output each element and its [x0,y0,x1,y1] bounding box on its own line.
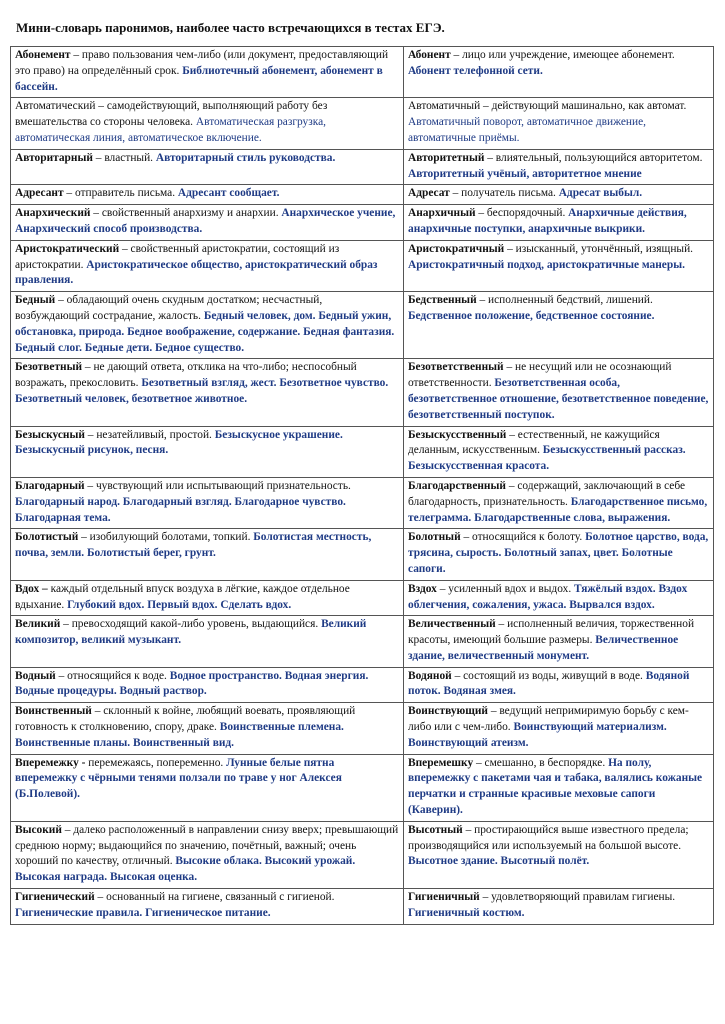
headword: Благодарственный [408,479,506,492]
definition: – свойственный аристократии, состоящий из аристократии. [15,242,340,271]
example: Болотное царство, вода, трясина, сырость. Болотный запах, цвет. Болотные сапоги. [408,531,709,575]
paronym-cell-left [11,580,404,616]
paronym-cell-right [404,703,714,754]
headword: Великий [15,618,61,631]
definition: – влиятельный, пользующийся авторитетом. [484,151,703,164]
headword: Вдох – [15,582,48,595]
definition: – чувствующий или испытывающий признательность. [84,479,351,492]
paronym-cell-left [11,47,404,98]
definition: – самодействующий, выполняющий работу без вмешательства со стороны человека. [15,100,328,129]
table-row [11,477,714,528]
headword: Анархический [15,207,91,220]
headword: Авторитарный [15,151,93,164]
headword: Безответственный [408,361,504,374]
example: Величественное здание, величественный монумент. [408,634,679,662]
headword: Бедственный [408,294,477,307]
table-row [11,529,714,580]
headword: Абонент [408,49,451,61]
headword: Бедный [15,294,56,307]
headword: Воинственный [15,705,92,718]
paronym-cell-right [404,580,714,616]
definition: – простирающийся выше известного предела; производящийся или используемый на большой высоте. [408,823,689,852]
example: Анархичные действия, анархичные поступки, анархичные выкрики. [408,207,687,235]
example: Безыскусственный рассказ. Безыскусственная красота. [408,444,686,473]
example: Адресат выбыл. [558,187,643,200]
paronym-cell-left [11,98,404,149]
paronym-cell-left [11,426,404,477]
definition: – властный. [92,151,156,164]
headword: Водяной [408,669,452,682]
definition: – удовлетворяющий правилам гигиены. [479,891,676,904]
table-row [11,98,714,149]
headword: Безыскусственный [408,428,507,441]
example: Безответный взгляд, жест. Безответное чувство. Безответный человек, безответное животное. [15,377,389,405]
paronym-cell-left [11,667,404,703]
example: Авторитарный стиль руководства. [155,151,336,164]
headword: Автоматический [15,100,96,113]
definition: – далеко расположенный в направлении снизу вверх; превышающий среднюю норму; выдающийся по значению, почётный, важный; очень хороший по качеству, отличный. [15,823,399,868]
page-title: Мини-словарь паронимов, наиболее часто встречающихся в тестах ЕГЭ. [16,20,445,35]
headword: Аристократический [15,242,120,255]
definition: – обладающий очень скудным достатком; несчастный, возбуждающий сострадание, жалость. [15,294,323,322]
definition: – действующий машинально, как автомат. [480,100,687,113]
paronym-table [10,46,714,925]
example: Бедный человек, дом. Бедный ужин, обстановка, природа. Бедное воображение, содержание. Бедная фантазия. Бедный слог. Бедные дети. Бедное существо. [15,309,395,354]
paronym-cell-right [404,477,714,528]
example: Воинствующий материализм. Воинствующий атеизм. [408,721,667,749]
example: Водяной поток. Водяная змея. [408,669,690,698]
example: Воинственные племена. Воинственные планы. Воинственный вид. [15,721,344,749]
definition: – ведущий непримиримую борьбу с кем-либо или с чем-либо. [408,705,689,734]
table-row [11,754,714,821]
headword: Воинствующий [408,705,488,718]
definition: – состоящий из воды, живущий в воде. [451,669,646,682]
example: Великий композитор, великий музыкант. [15,618,367,647]
definition: – лицо или учреждение, имеющее абонемент. [450,49,675,61]
paronym-cell-right [404,889,714,925]
table-row [11,889,714,925]
definition: – относящийся к болоту. [460,531,586,544]
definition: – превосходящий какой-либо уровень, выдающийся. [60,618,322,631]
definition: – свойственный анархизму и анархии. [90,207,282,220]
definition: перемежаясь, попеременно. [85,756,227,769]
definition: – относящийся к воде. [55,669,170,682]
example: Абонент телефонной сети. [408,64,543,77]
headword: Болотный [408,531,461,544]
example: Благодарный народ. Благодарный взгляд. Благодарное чувство. Благодарная тема. [15,495,346,524]
paronym-cell-right [404,426,714,477]
table-row [11,667,714,703]
paronym-table-body [11,47,714,925]
example: Глубокий вдох. Первый вдох. Сделать вдох. [67,598,292,611]
paronym-cell-right [404,667,714,703]
headword: Анархичный [408,207,476,220]
example: Аристократичный подход, аристократичные манеры. [408,258,685,271]
definition: – незатейливый, простой. [84,428,215,441]
table-row [11,426,714,477]
paronym-cell-right [404,821,714,888]
headword: Адресант [15,187,64,200]
table-row [11,703,714,754]
table-row [11,240,714,291]
paronym-cell-right [404,754,714,821]
paronym-cell-left [11,149,404,185]
paronym-cell-right [404,529,714,580]
paronym-cell-right [404,98,714,149]
headword: Автоматичный [408,100,481,113]
paronym-cell-left [11,477,404,528]
paronym-cell-left [11,529,404,580]
example: Гигиеничный костюм. [408,906,525,919]
headword: Высокий [15,823,62,836]
paronym-cell-right [404,205,714,241]
example: Благодарственное письмо, телеграмма. Благодарственные слова, выражения. [408,495,708,524]
headword: Вздох [408,582,437,595]
example: Болотистая местность, почва, земли. Болотистый берег, грунт. [15,531,372,560]
example: Аристократическое общество, аристократический образ правления. [15,258,378,287]
definition: – смешанно, в беспорядке. [473,756,609,769]
headword: Безответный [15,361,83,374]
definition: – получатель письма. [449,187,559,200]
definition: – исполненный бедствий, лишений. [476,294,653,307]
example: Безответственная особа, безответственное отношение, безответственное поведение, безответственный поступок. [408,377,709,421]
headword: Вперемежку - [15,756,86,769]
paronym-cell-left [11,754,404,821]
paronym-cell-right [404,185,714,205]
table-row [11,205,714,241]
paronym-cell-left [11,359,404,426]
definition: – исполненный величия, торжественной красоты, имеющий большие размеры. [408,618,695,647]
headword: Водный [15,669,56,682]
example: Тяжёлый вздох. Вздох облегчения, сожаления, ужаса. Вырвался вздох. [408,582,688,611]
headword: Гигиенический [15,891,95,904]
headword: Болотистый [15,531,79,544]
paronym-cell-left [11,240,404,291]
table-row [11,580,714,616]
example: Безыскусное украшение. Безыскусный рисунок, песня. [15,428,343,457]
definition: – право пользования чем-либо (или документ, предоставляющий это право) на определённый срок. [15,49,389,77]
table-row [11,616,714,667]
paronym-cell-left [11,205,404,241]
table-row [11,292,714,359]
example: Анархическое учение, Анархический способ производства. [15,207,396,235]
paronym-cell-right [404,240,714,291]
example: Высотное здание. Высотный полёт. [408,855,590,868]
example: Лунные белые пятна вперемежку с чёрными тенями ползали по траве у ног Алексея (Б.Полевой). [15,756,342,801]
headword: Высотный [408,823,463,836]
headword: Безыскусный [15,428,85,441]
definition: – отправитель письма. [63,187,178,200]
paronym-cell-right [404,149,714,185]
paronym-cell-left [11,821,404,888]
headword: Гигиеничный [408,891,480,904]
table-row [11,185,714,205]
example: Автоматическая разгрузка, автоматическая линия, автоматическое включение. [15,116,327,144]
headword: Величественный [408,618,496,631]
paronym-cell-left [11,616,404,667]
definition: – изобилующий болотами, топкий. [78,531,254,544]
example: Гигиенические правила. Гигиеническое питание. [15,906,271,919]
definition: каждый отдельный впуск воздуха в лёгкие, каждое отдельное вдыхание. [15,582,350,611]
table-row [11,149,714,185]
paronym-cell-left [11,703,404,754]
headword: Вперемешку [408,756,474,769]
example: Бедственное положение, бедственное состояние. [408,309,655,322]
definition: – не дающий ответа, отклика на что-либо; неспособный возражать, прекословить. [15,361,357,390]
example: Автоматичный поворот, автоматичное движение, автоматичные приёмы. [408,116,646,144]
paronym-cell-right [404,359,714,426]
example: Адресант сообщает. [177,187,280,200]
definition: – не несущий или не осознающий ответственности. [408,361,672,390]
paronym-cell-left [11,292,404,359]
table-row [11,359,714,426]
example: Высокие облака. Высокий урожай. Высокая награда. Высокая оценка. [15,855,356,884]
definition: – усиленный вдох и выдох. [436,582,575,595]
definition: – естественный, не кажущийся деланным, искусственным. [408,428,660,457]
headword: Авторитетный [408,151,485,164]
example: Библиотечный абонемент, абонемент в бассейн. [15,64,383,93]
definition: – содержащий, заключающий в себе благодарность, признательность. [408,479,686,508]
example: На полу, вперемежку с пакетами чая и табака, валялись кожаные перчатки и странные красивые меховые сапоги (Каверин). [408,756,703,817]
definition: – беспорядочный. [475,207,569,220]
paronym-cell-right [404,616,714,667]
paronym-cell-right [404,292,714,359]
definition: – изысканный, утончённый, изящный. [504,242,694,255]
headword: Аристократичный [408,242,505,255]
example: Авторитетный учёный, авторитетное мнение [408,167,642,180]
paronym-cell-left [11,889,404,925]
headword: Абонемент [15,49,71,61]
paronym-cell-right [404,47,714,98]
headword: Адресат [408,187,450,200]
headword: Благодарный [15,479,85,492]
definition: – склонный к войне, любящий воевать, проявляющий готовность к столкновению, спору, драке. [15,705,356,734]
table-row [11,47,714,98]
definition: – основанный на гигиене, связанный с гигиеной. [94,891,335,904]
paronym-cell-left [11,185,404,205]
example: Водное пространство. Водная энергия. Водные процедуры. Водный раствор. [15,669,369,698]
table-row [11,821,714,888]
